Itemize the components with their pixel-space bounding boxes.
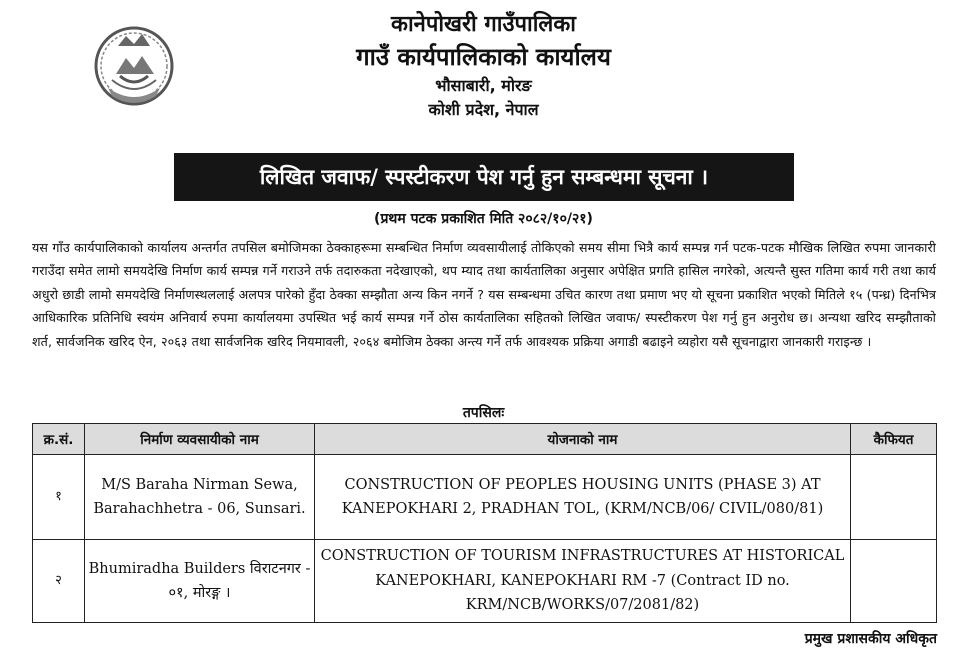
notice-body: यस गाँउ कार्यपालिकाको कार्यालय अन्तर्गत तपसिल बमोजिमका ठेक्काहरूमा सम्बन्धित निर्माण व्यवसायीलाई तोकिएको समय सीमा भित्रै कार्य सम्पन्न गर्न पटक-पटक मौखिक लिखित रुपमा जानकारी गराउँदा समेत लामो समयदेखि निर्माण कार्य सम्पन्न गर्ने गराउने तर्फ तदारुकता नदेखाएको, थप म्याद तथा कार्यतालिका अनुसार अपेक्षित प्रगति हासिल नगरेको, अत्यन्तै सुस्त गतिमा कार्य गरी तथा कार्य अधुरो छाडी लामो समयदेखि निर्माणस्थललाई अलपत्र पारेको हुँदा ठेक्का सम्झौता अन्य किन नगर्ने ? यस सम्बन्धमा उचित कारण तथा प्रमाण भए यो सूचना प्रकाशित भएको मितिले १५ (पन्ध्र) दिनभित्र आधिकारिक प्रतिनिधि स्वयंम अनिवार्य रुपमा कार्यालयमा उपस्थित भई कार्य सम्पन्न गर्ने ठोस कार्यतालिका सहितको लिखित जवाफ/ स्पस्टीकरण पेश गर्नु हुन अनुरोध छ। अन्यथा खरिद सम्झौताको शर्त, सार्वजनिक खरिद ऐन, २०६३ तथा सार्वजनिक खरिद नियमावली, २०६४ बमोजिम ठेक्का अन्त्य गर्ने तर्फ आवश्यक प्रक्रिया अगाडी बढाइने व्यहोरा यसै सूचनाद्वारा जानकारी गराइन्छ ।: [32, 240, 937, 349]
column-header-project: योजनाको नाम: [315, 424, 851, 455]
cell-contractor: Bhumiradha Builders विराटनगर - ०१, मोरङ्ग ।: [85, 540, 315, 623]
municipality-name: कानेपोखरी गाउँपालिका: [391, 12, 576, 37]
column-header-sn: क्र.सं.: [33, 424, 85, 455]
office-province: कोशी प्रदेश, नेपाल: [428, 100, 539, 119]
letterhead: [0, 6, 967, 122]
signatory-title: प्रमुख प्रशासकीय अधिकृत: [804, 631, 937, 647]
table-row: [33, 540, 937, 623]
cell-remarks: [851, 455, 937, 540]
cell-contractor: M/S Baraha Nirman Sewa, Barahachhetra - 06, Sunsari.: [85, 455, 315, 540]
table-header-row: [33, 424, 937, 455]
cell-remarks: [851, 540, 937, 623]
contract-table: [32, 423, 937, 623]
notice-title: लिखित जवाफ/ स्पस्टीकरण पेश गर्नु हुन सम्बन्धमा सूचना ।: [174, 153, 794, 201]
office-location: भौसाबारी, मोरङ: [435, 76, 532, 95]
column-header-contractor: निर्माण व्यवसायीको नाम: [85, 424, 315, 455]
cell-project: CONSTRUCTION OF TOURISM INFRASTRUCTURES AT HISTORICAL KANEPOKHARI, KANEPOKHARI RM -7 (Contract ID no. KRM/NCB/WORKS/07/2081/82): [315, 540, 851, 623]
table-row: [33, 455, 937, 540]
cell-project: CONSTRUCTION OF PEOPLES HOUSING UNITS (PHASE 3) AT KANEPOKHARI 2, PRADHAN TOL, (KRM/NCB/06/ CIVIL/080/81): [315, 455, 851, 540]
published-date: (प्रथम पटक प्रकाशित मिति २०८२/१०/२१): [374, 211, 593, 227]
column-header-remarks: कैफियत: [851, 424, 937, 455]
office-name: गाउँ कार्यपालिकाको कार्यालय: [356, 43, 611, 71]
cell-sn: २: [33, 540, 85, 623]
cell-sn: १: [33, 455, 85, 540]
schedule-label: तपसिलः: [462, 405, 505, 421]
